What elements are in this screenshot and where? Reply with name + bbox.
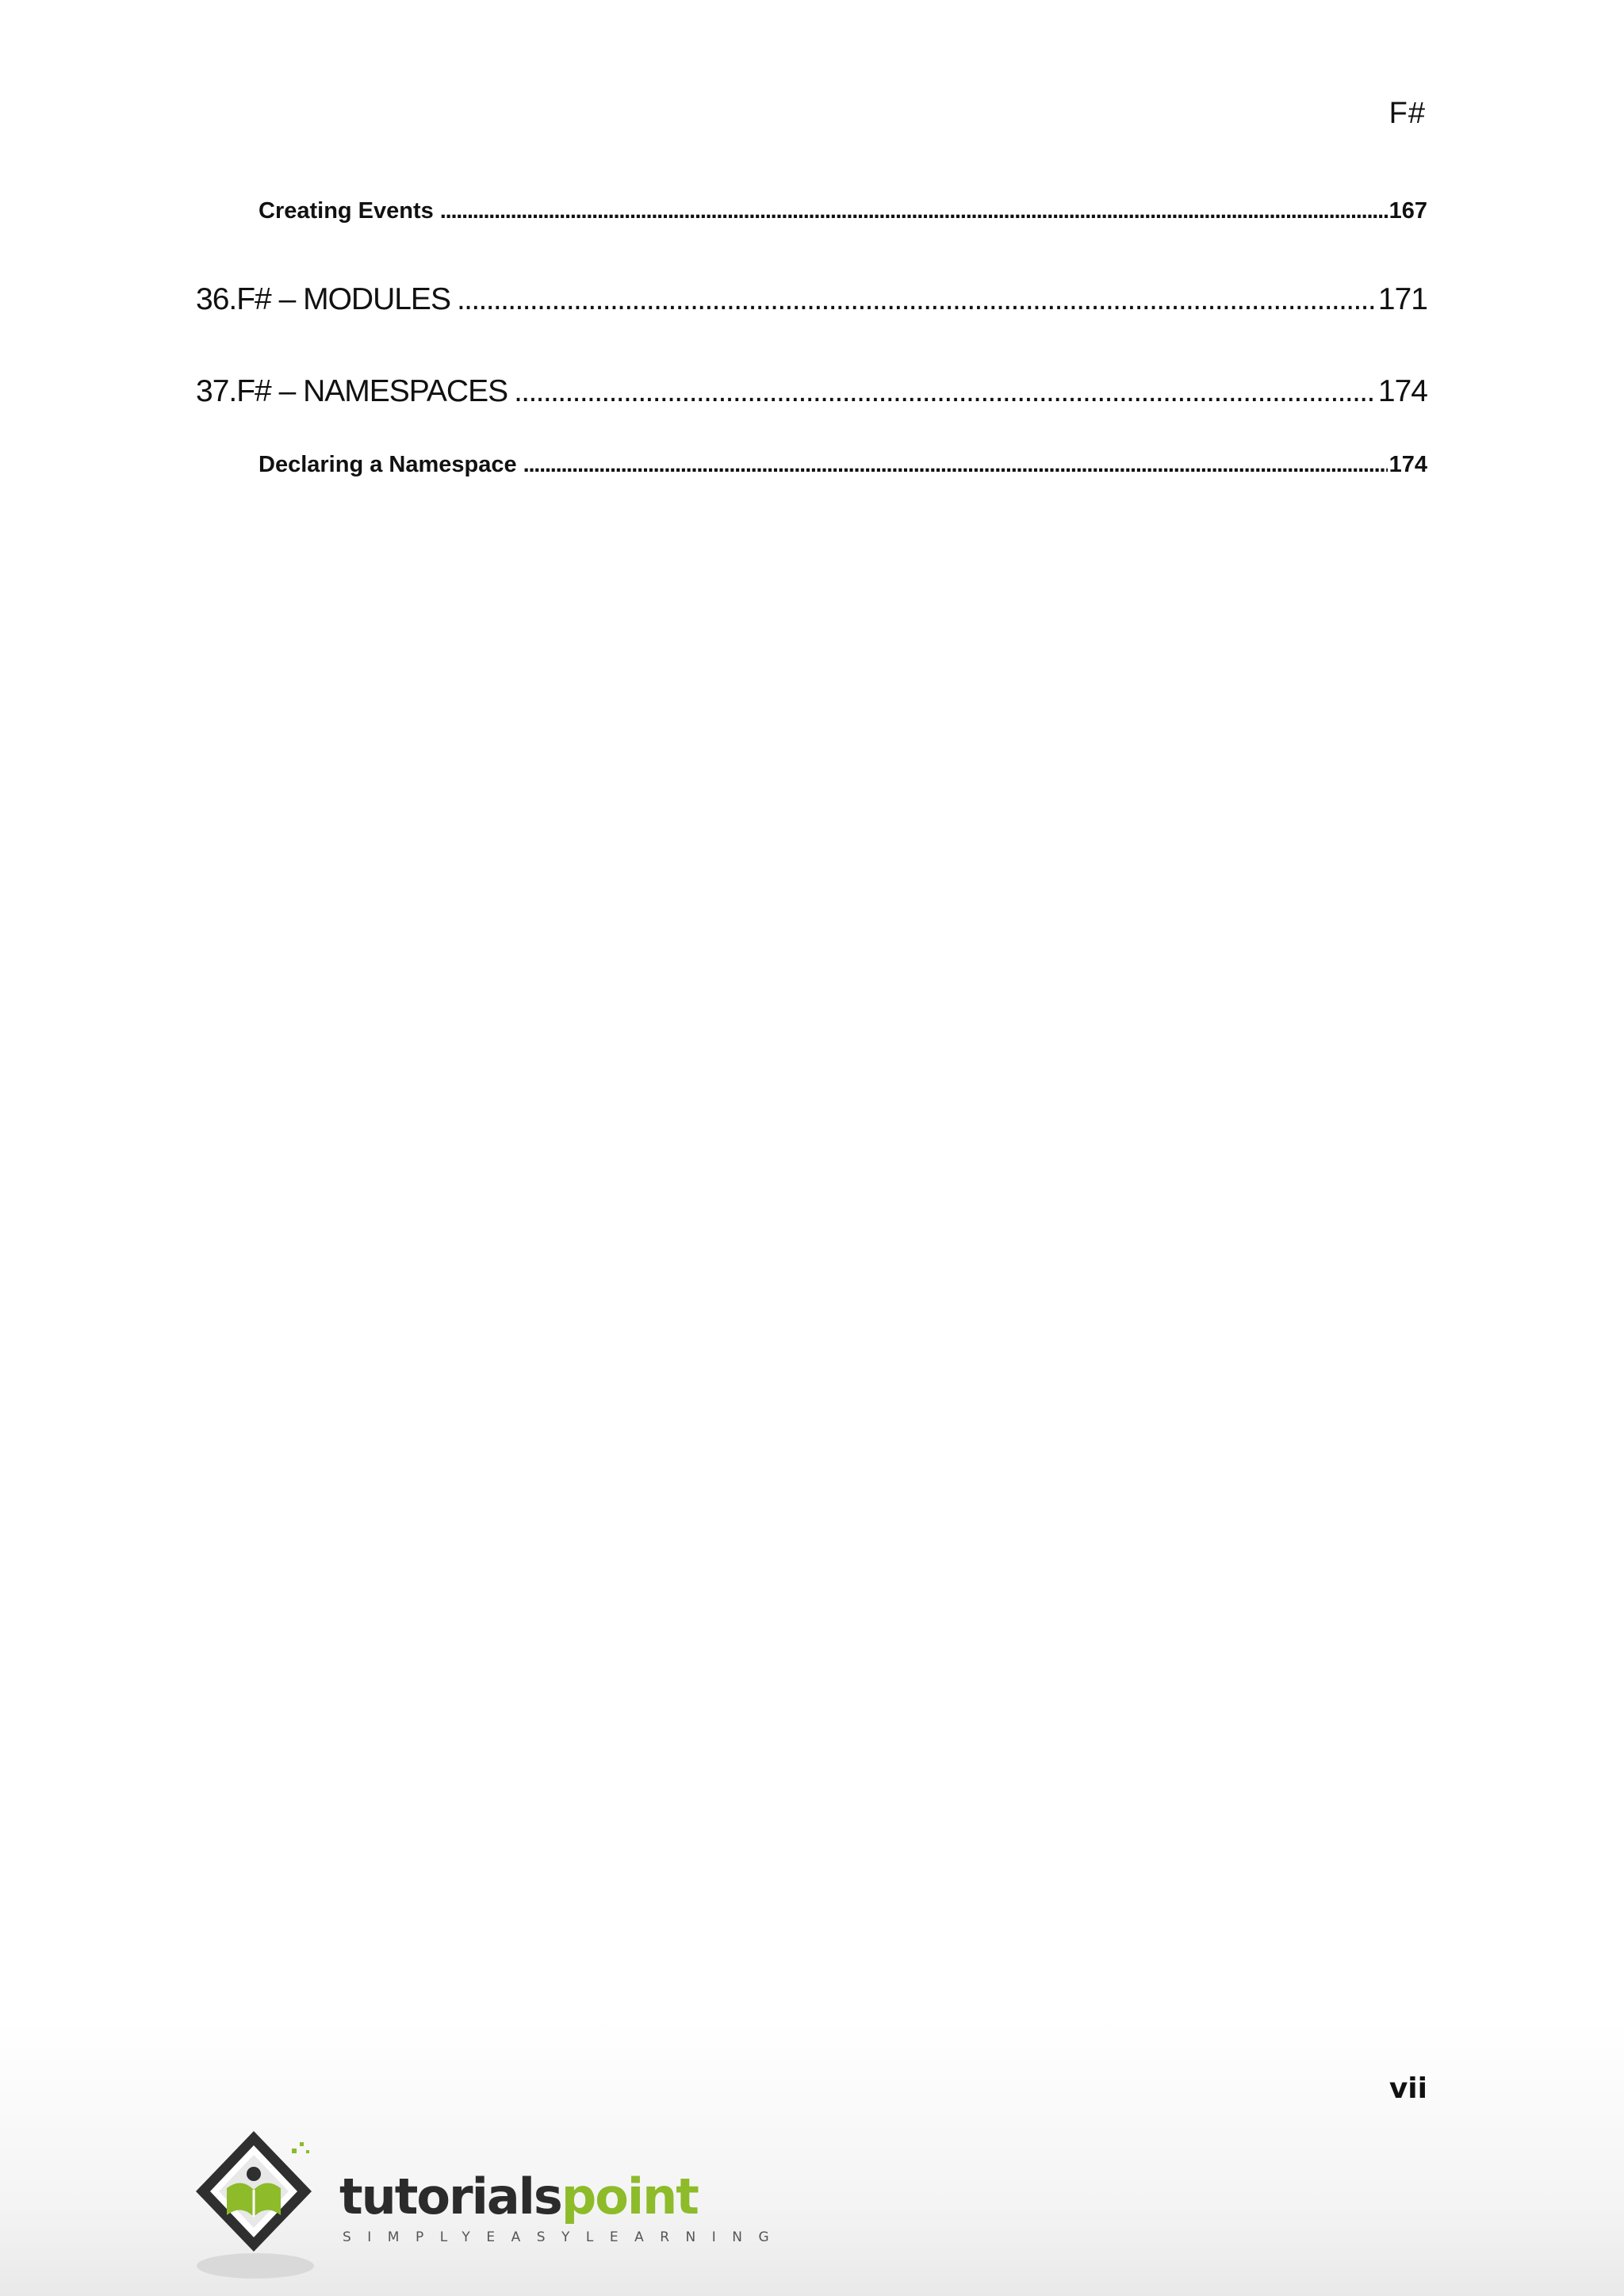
toc-entry-namespaces[interactable] [196,374,1427,409]
toc-entry-title: Declaring a Namespace [259,452,517,477]
logo-emblem-icon [189,2122,339,2288]
toc-entry-page: 174 [1377,374,1427,408]
dot-leader [457,282,1377,317]
logo-word-point: point [561,2168,698,2225]
toc-chapter-number: 37. [196,374,237,408]
toc-entry-page: 167 [1388,198,1427,224]
toc-entry-page: 171 [1377,282,1427,316]
toc-entry-title: Creating Events [259,198,434,224]
running-header: F# [1388,97,1426,130]
logo-wordmark [339,2168,698,2225]
toc-chapter-number: 36. [196,282,237,316]
dot-leader [514,374,1377,409]
toc-entry-title: F# – NAMESPACES [236,374,508,408]
toc-entry-page: 174 [1388,452,1427,477]
toc-entry-creating-events[interactable] [259,198,1427,224]
logo-tagline: SIMPLYEASYLEARNING [343,2229,786,2245]
dot-leader [523,452,1388,478]
page-number: vii [1388,2072,1427,2105]
tutorialspoint-logo [189,2122,786,2288]
dot-leader [440,198,1388,224]
toc-entry-modules[interactable] [196,282,1427,317]
toc-entry-title: F# – MODULES [236,282,450,316]
toc-entry-declaring-namespace[interactable] [259,452,1427,478]
logo-word-tutorials: tutorials [339,2168,561,2225]
